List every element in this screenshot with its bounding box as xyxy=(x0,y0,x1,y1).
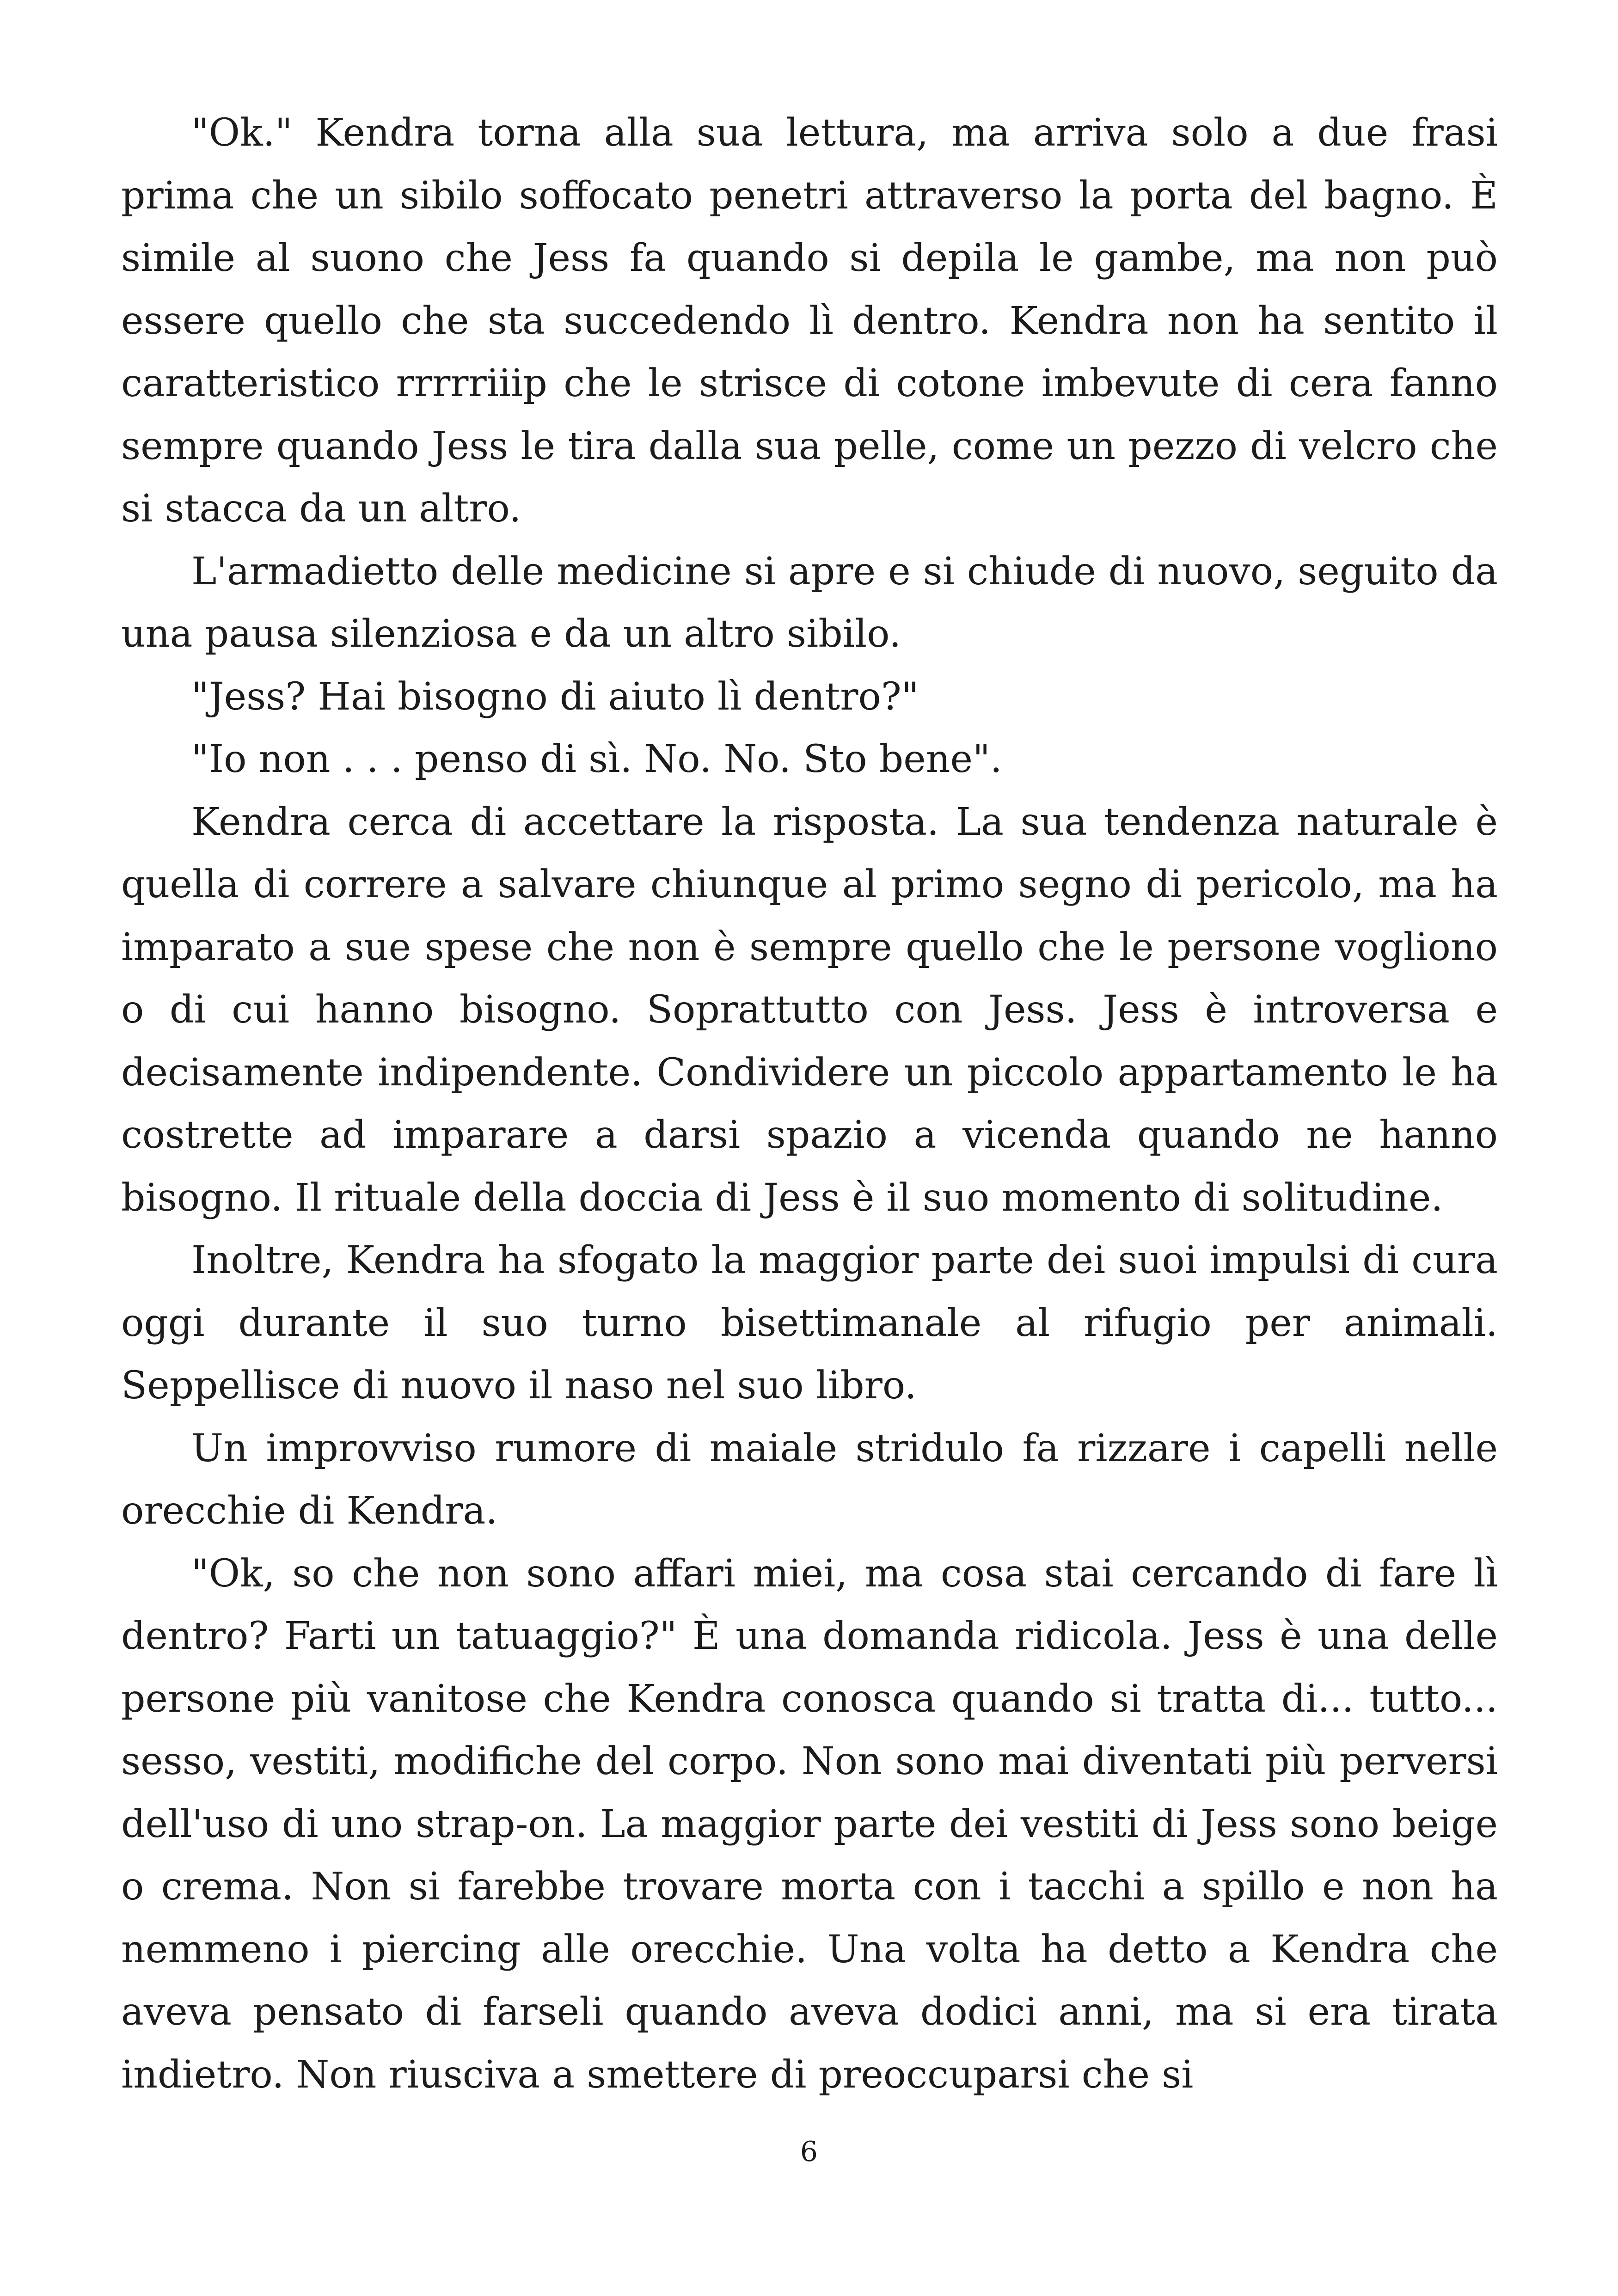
paragraph: "Io non . . . penso di sì. No. No. Sto bene". xyxy=(191,737,1002,781)
body-text xyxy=(121,102,1498,2106)
paragraph: Kendra cerca di accettare la risposta. La sua tendenza naturale è quella di correre a salvare chiunque al primo segno di pericolo, ma ha imparato a sue spese che non è sempre quello che le persone vogliono o di cui hanno bisogno. Soprattutto con Jess. Jess è introversa e decisamente indipendente. Condividere un piccolo appartamento le ha costrette ad imparare a darsi spazio a vicenda quando ne hanno bisogno. Il rituale della doccia di Jess è il suo momento di solitudine. xyxy=(121,800,1498,1220)
paragraph: "Jess? Hai bisogno di aiuto lì dentro?" xyxy=(191,674,919,719)
page-number: 6 xyxy=(800,2136,818,2168)
paragraph: "Ok." Kendra torna alla sua lettura, ma arriva solo a due frasi prima che un sibilo soffocato penetri attraverso la porta del bagno. È simile al suono che Jess fa quando si depila le gambe, ma non può essere quello che sta succedendo lì dentro. Kendra non ha sentito il caratteristico rrrrriiip che le strisce di cotone imbevute di cera fanno sempre quando Jess le tira dalla sua pelle, come un pezzo di velcro che si stacca da un altro. xyxy=(121,111,1498,531)
paragraph: Inoltre, Kendra ha sfogato la maggior parte dei suoi impulsi di cura oggi durante il suo turno bisettimanale al rifugio per animali. Seppellisce di nuovo il naso nel suo libro. xyxy=(121,1238,1498,1408)
paragraph: "Ok, so che non sono affari miei, ma cosa stai cercando di fare lì dentro? Farti un tatuaggio?" È una domanda ridicola. Jess è una delle persone più vanitose che Kendra conosca quando si tratta di... tutto... sesso, vestiti, modifiche del corpo. Non sono mai diventati più perversi dell'uso di uno strap-on. La maggior parte dei vestiti di Jess sono beige o crema. Non si farebbe trovare morta con i tacchi a spillo e non ha nemmeno i piercing alle orecchie. Una volta ha detto a Kendra che aveva pensato di farseli quando aveva dodici anni, ma si era tirata indietro. Non riusciva a smettere di preoccuparsi che si xyxy=(121,1551,1498,2097)
paragraph: L'armadietto delle medicine si apre e si chiude di nuovo, seguito da una pausa silenziosa e da un altro sibilo. xyxy=(121,549,1498,656)
paragraph: Un improvviso rumore di maiale stridulo fa rizzare i capelli nelle orecchie di Kendra. xyxy=(121,1426,1498,1533)
